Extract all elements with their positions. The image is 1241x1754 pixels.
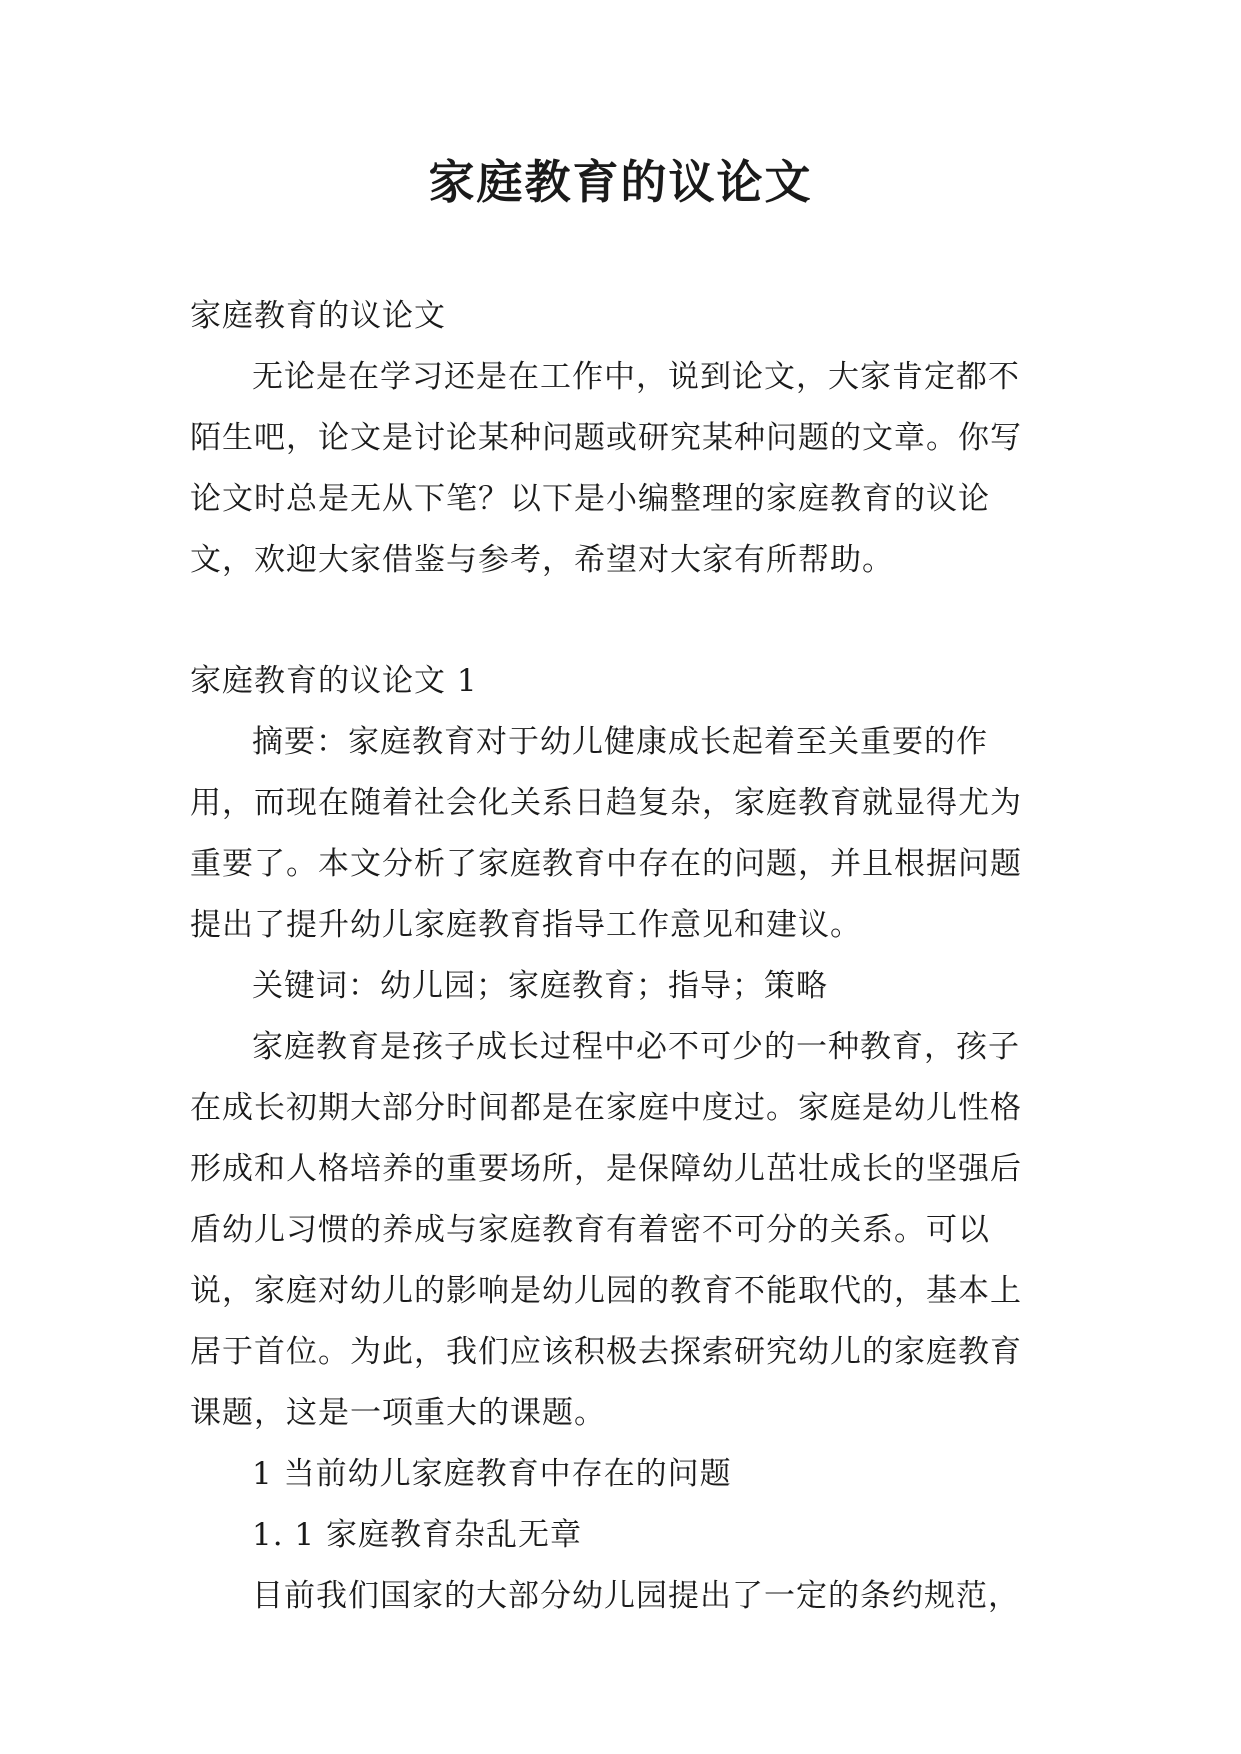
document-title: 家庭教育的议论文 [428, 155, 813, 209]
subsection-heading-1-1: 1. 1 家庭教育杂乱无章 [252, 1517, 583, 1553]
abstract-paragraph: 摘要：家庭教育对于幼儿健康成长起着至关重要的作用，而现在随着社会化关系日趋复杂，家庭教育就显得尤为重要了。本文分析了家庭教育中存在的问题，并且根据问题提出了提升幼儿家庭教育指导工作意见和建议。 [190, 724, 1022, 943]
body-paragraph: 家庭教育是孩子成长过程中必不可少的一种教育，孩子在成长初期大部分时间都是在家庭中度过。家庭是幼儿性格形成和人格培养的重要场所，是保障幼儿茁壮成长的坚强后盾幼儿习惯的养成与家庭教育有着密不可分的关系。可以说，家庭对幼儿的影响是幼儿园的教育不能取代的，基本上居于首位。为此，我们应该积极去探索研究幼儿的家庭教育课题，这是一项重大的课题。 [190, 1029, 1022, 1431]
section-heading: 家庭教育的议论文 [190, 298, 446, 334]
article-heading: 家庭教育的议论文 1 [190, 663, 478, 699]
keywords-line: 关键词：幼儿园；家庭教育；指导；策略 [252, 968, 828, 1004]
document-body [190, 286, 1050, 1627]
paragraph-spacer [190, 591, 1050, 651]
body-paragraph: 目前我们国家的大部分幼儿园提出了一定的条约规范， [252, 1578, 1020, 1614]
section-heading-1: 1 当前幼儿家庭教育中存在的问题 [252, 1456, 732, 1492]
intro-paragraph: 无论是在学习还是在工作中，说到论文，大家肯定都不陌生吧，论文是讨论某种问题或研究某种问题的文章。你写论文时总是无从下笔？以下是小编整理的家庭教育的议论文，欢迎大家借鉴与参考，希望对大家有所帮助。 [190, 359, 1022, 578]
